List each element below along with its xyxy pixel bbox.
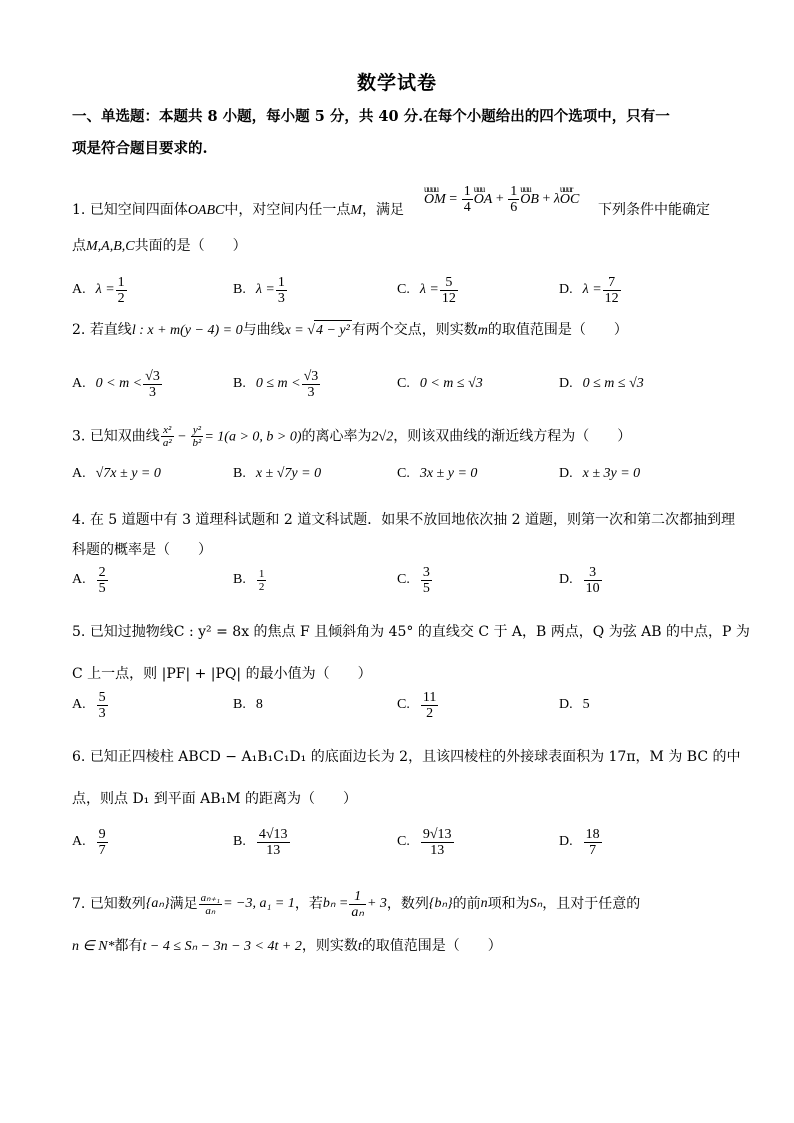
q1-text-b: 中，对空间内任一点	[224, 202, 351, 218]
q6-option-a[interactable]: A. $\frac{9}{7}$	[72, 826, 106, 858]
q4-number: 4.	[72, 512, 86, 528]
q7-seq-a: {aₙ}	[145, 896, 170, 911]
q3-option-c[interactable]: C. 3x ± y = 0	[397, 466, 478, 481]
q5-option-d[interactable]: D. 5	[559, 697, 590, 712]
q5-option-b[interactable]: B. 8	[233, 697, 263, 712]
q6-number: 6.	[72, 749, 86, 765]
q2-number: 2.	[72, 322, 86, 338]
q1-var-oabc: OABC	[187, 203, 225, 218]
q6-option-d[interactable]: D. $\frac{18}{7}$	[559, 826, 600, 858]
q4-line2: 科题的概率是（ ）	[72, 542, 212, 558]
q3-eccentricity: 2√2	[371, 429, 394, 445]
q5-line1: 已知过抛物线C : y² = 8x 的焦点 F 且倾斜角为 45° 的直线交 C 于 A，B 两点，Q 为弦 AB 的中点，P 为	[89, 624, 750, 640]
q7-seq-b: {bₙ}	[428, 896, 453, 911]
q2-text-b: 与曲线	[242, 322, 285, 338]
q5-line2: C 上一点，则 |PF| + |PQ| 的最小值为（ ）	[72, 666, 372, 682]
q3-option-a[interactable]: A. √7x ± y = 0	[72, 466, 161, 481]
q2-text-d: 的取值范围是（ ）	[487, 322, 628, 338]
q7-var-t: t	[357, 939, 362, 954]
q7-inequality: t − 4 ≤ Sₙ − 3n − 3 < 4t + 2	[142, 939, 302, 954]
q7-line2-d: 的取值范围是（ ）	[361, 938, 502, 954]
q6-option-b[interactable]: B. $\frac{4√13}{13}$	[233, 826, 288, 858]
q1-option-a[interactable]: A. λ = $\frac{1}{2}$	[72, 274, 125, 306]
q4-options	[72, 560, 732, 600]
q5-options	[72, 685, 732, 725]
q1-options	[72, 270, 732, 310]
question-7	[72, 884, 732, 957]
q1-text-c: ，满足	[362, 202, 405, 218]
q2-var-m: m	[477, 323, 488, 338]
q7-text-a: 已知数列	[89, 896, 146, 912]
q7-var-sn: Sₙ	[529, 896, 543, 911]
q1-text-d: 下列条件中能确定	[598, 202, 710, 218]
q5-number: 5.	[72, 624, 86, 640]
q3-text-a: 已知双曲线	[89, 428, 160, 445]
q1-text-a: 已知空间四面体	[89, 202, 188, 218]
q2-option-b[interactable]: B. 0 ≤ m < $\frac{√3}{3}$	[233, 368, 319, 400]
q6-line2: 点，则点 D₁ 到平面 AB₁M 的距离为（ ）	[72, 791, 357, 807]
q1-vector-equation: uuuu OM = $\frac{1}{4}$ uuu OA + $\frac{1}{6}$ uuu OB + λ uuur OC	[424, 183, 580, 215]
q7-line2-a: n ∈ N*	[72, 939, 115, 954]
q2-text-c: 有两个交点，则实数	[351, 322, 478, 338]
q1-text-f: 共面的是（ ）	[134, 238, 247, 254]
q3-condition: = 1(a > 0, b > 0)	[204, 429, 302, 445]
q5-option-c[interactable]: C. $\frac{11}{2}$	[397, 689, 437, 721]
page-title: 数学试卷	[356, 72, 437, 94]
q1-option-d[interactable]: D. λ = $\frac{7}{12}$	[559, 274, 619, 306]
q6-line1: 已知正四棱柱 ABCD − A₁B₁C₁D₁ 的底面边长为 2，且该四棱柱的外接球表面积为 17π，M 为 BC 的中	[89, 749, 741, 765]
q2-option-d[interactable]: D. 0 ≤ m ≤ √3	[559, 376, 644, 391]
q7-bn-rest: + 3	[366, 896, 387, 911]
q1-var-m: M	[350, 203, 363, 218]
q7-line2-c: ，则实数	[301, 938, 358, 954]
q1-number: 1.	[72, 202, 86, 218]
q2-text-a: 若直线	[89, 322, 132, 338]
q7-text-d: ，数列	[386, 896, 429, 912]
q7-ratio-den: aₙ	[199, 904, 223, 917]
q3-options	[72, 454, 732, 494]
q4-option-c[interactable]: C. $\frac{3}{5}$	[397, 564, 430, 596]
q3-option-b[interactable]: B. x ± √7y = 0	[233, 466, 322, 481]
q7-number: 7.	[72, 896, 86, 912]
q7-bn-num: 1	[354, 888, 362, 904]
q7-bn-lhs: bₙ =	[322, 896, 349, 911]
q7-var-n: n	[480, 896, 488, 911]
question-4	[72, 505, 736, 565]
q6-option-c[interactable]: C. $\frac{9√13}{13}$	[397, 826, 452, 858]
question-3: 3. 已知双曲线 $\frac{\text{x²}}{\text{a²}}$ − $\frac{\text{y²}}{\text{b²}}$ = 1(a > 0, b > 0)的离心率为2√2，则该双曲线的渐近线方程为（ ）	[72, 424, 632, 449]
q4-option-d[interactable]: D. $\frac{3}{10}$	[559, 564, 600, 596]
q7-bn-den: aₙ	[351, 904, 364, 920]
q2-curve-radicand: 4 − y²	[314, 320, 352, 341]
q3-text-c: ，则该双曲线的渐近线方程为（ ）	[393, 428, 632, 445]
q5-option-a[interactable]: A. $\frac{5}{3}$	[72, 689, 106, 721]
q7-line2-b: 都有	[114, 938, 143, 954]
section-heading-line1: 一、单选题：本题共 8 小题，每小题 5 分，共 40 分.在每个小题给出的四个选项中，只有一	[72, 108, 670, 125]
q2-curve-eq: x =	[284, 323, 308, 338]
q4-line1: 在 5 道题中有 3 道理科试题和 2 道文科试题．如果不放回地依次抽 2 道题，则第一次和第二次都抽到理	[89, 512, 736, 528]
q4-option-b[interactable]: B. $\frac{1}{2}$	[233, 567, 265, 593]
q4-option-a[interactable]: A. $\frac{2}{5}$	[72, 564, 106, 596]
question-2: 2. 若直线l : x + m(y − 4) = 0与曲线x = √4 − y² 有两个交点，则实数m的取值范围是（ ）	[72, 320, 732, 341]
q7-text-b: 满足	[169, 896, 198, 912]
q3-option-d[interactable]: D. x ± 3y = 0	[559, 466, 641, 481]
question-6	[72, 736, 741, 820]
q2-options	[72, 364, 732, 404]
q6-options	[72, 822, 732, 862]
question-1	[72, 178, 732, 257]
q1-option-b[interactable]: B. λ = $\frac{1}{3}$	[233, 274, 285, 306]
q1-option-c[interactable]: C. λ = $\frac{5}{12}$	[397, 274, 456, 306]
q3-text-b: 的离心率为	[301, 428, 372, 445]
q7-ratio-num: aₙ₊₁	[200, 891, 221, 904]
q7-ratio-rest: = −3, a₁ = 1	[223, 896, 295, 911]
q1-var-points: M,A,B,C	[86, 239, 135, 254]
q7-text-c: ，若	[294, 896, 323, 912]
q2-option-c[interactable]: C. 0 < m ≤ √3	[397, 376, 483, 391]
q3-number: 3.	[72, 428, 86, 445]
q7-text-f: 项和为	[487, 896, 530, 912]
section-heading	[72, 101, 732, 165]
q2-line-eq: l : x + m(y − 4) = 0	[131, 323, 243, 338]
q2-option-a[interactable]: A. 0 < m < $\frac{√3}{3}$	[72, 368, 160, 400]
question-5	[72, 611, 750, 695]
q7-text-g: ，且对于任意的	[542, 896, 641, 912]
q7-text-e: 的前	[452, 896, 481, 912]
section-heading-line2: 项是符合题目要求的.	[72, 140, 208, 157]
q1-text-e: 点	[72, 238, 86, 254]
